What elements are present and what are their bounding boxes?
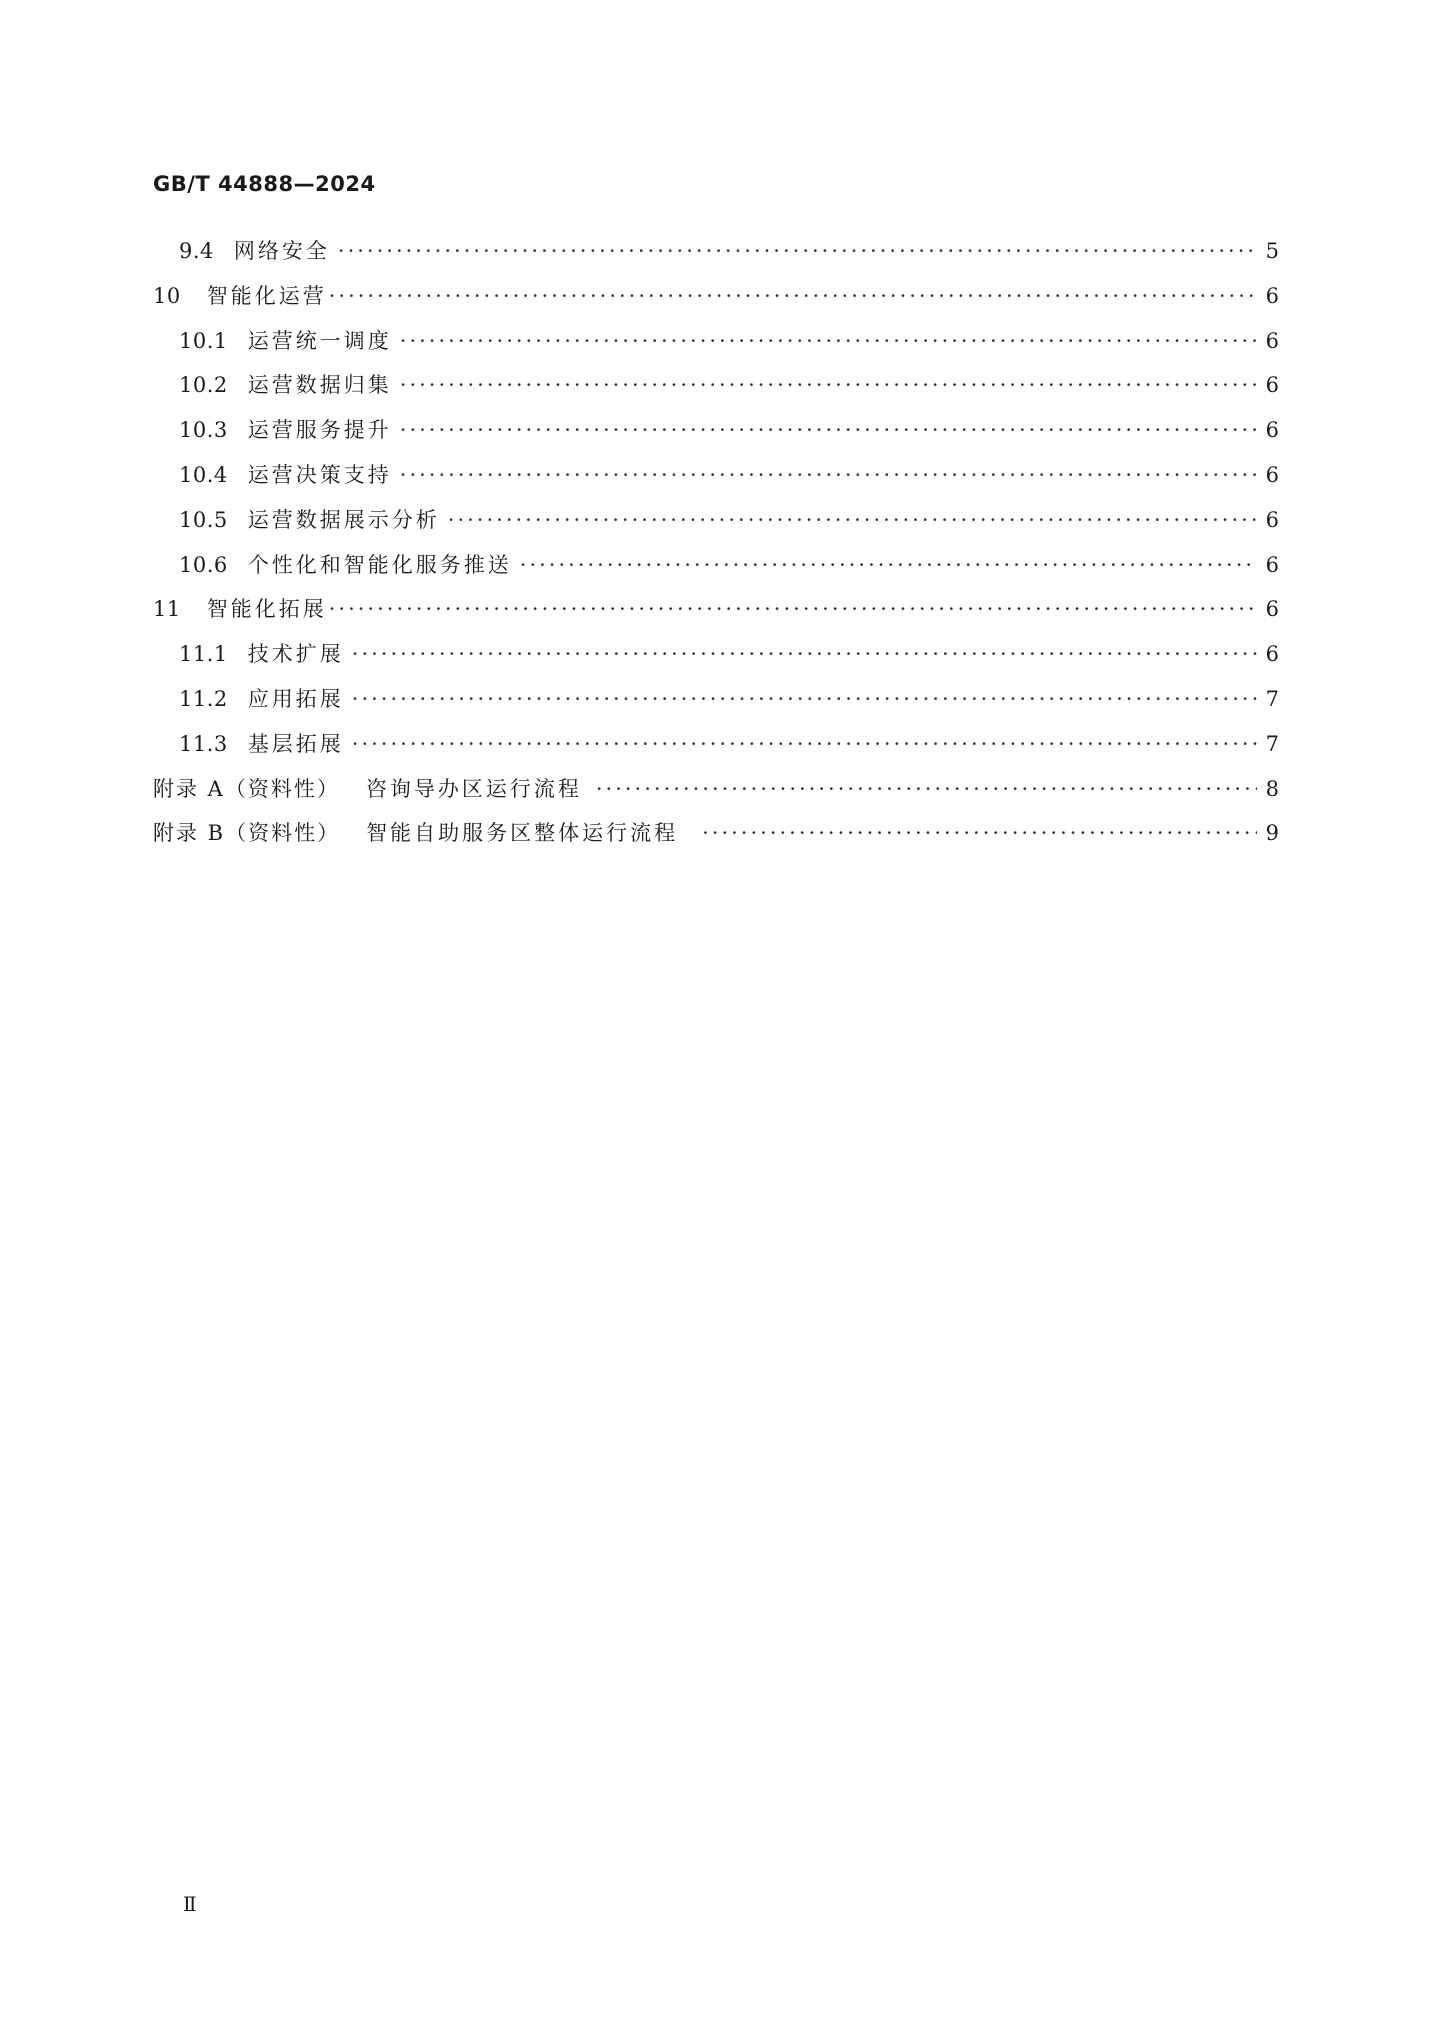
toc-entry-title: 个性化和智能化服务推送	[247, 552, 512, 577]
toc-entry-page: 6	[1265, 418, 1279, 443]
toc-entry-number: 10.3	[179, 418, 228, 443]
dot-leader	[702, 818, 1257, 848]
page-number: Ⅱ	[183, 1892, 197, 1916]
toc-entry-number: 11.1	[179, 642, 228, 667]
dot-leader	[352, 684, 1257, 714]
toc-entry-number: 附录 B（资料性）	[153, 821, 341, 846]
dot-leader	[400, 370, 1257, 400]
toc-entry-appendix-a[interactable]	[153, 774, 1279, 819]
toc-entry-page: 6	[1265, 283, 1279, 308]
toc-entry-page: 6	[1265, 597, 1279, 622]
toc-entry-11[interactable]	[153, 594, 1279, 639]
toc-entry-title: 应用拓展	[247, 686, 344, 711]
toc-entry-number: 11	[153, 597, 181, 622]
toc-entry-number: 10	[153, 283, 181, 308]
toc-entry-9-4[interactable]	[153, 236, 1279, 281]
table-of-contents	[153, 236, 1279, 863]
toc-entry-10-3[interactable]	[153, 415, 1279, 460]
dot-leader	[400, 415, 1257, 445]
toc-entry-page: 7	[1265, 731, 1279, 756]
toc-entry-11-1[interactable]	[153, 639, 1279, 684]
toc-entry-appendix-b[interactable]	[153, 818, 1279, 863]
toc-entry-page: 5	[1265, 239, 1279, 263]
toc-entry-title: 运营统一调度	[247, 328, 392, 353]
toc-entry-page: 6	[1265, 642, 1279, 667]
toc-entry-number: 10.1	[179, 328, 228, 353]
dot-leader	[400, 326, 1257, 356]
toc-entry-title: 运营决策支持	[247, 462, 392, 487]
toc-entry-10[interactable]	[153, 281, 1279, 326]
toc-entry-page: 6	[1265, 328, 1279, 353]
dot-leader	[400, 460, 1257, 490]
toc-entry-title: 运营数据展示分析	[247, 507, 440, 532]
toc-entry-title: 运营数据归集	[247, 373, 392, 398]
dot-leader	[448, 505, 1257, 535]
dot-leader	[329, 594, 1257, 624]
toc-entry-11-3[interactable]	[153, 729, 1279, 774]
toc-entry-page: 6	[1265, 462, 1279, 487]
toc-entry-10-2[interactable]	[153, 370, 1279, 415]
toc-entry-page: 6	[1265, 373, 1279, 398]
toc-entry-title: 智能自助服务区整体运行流程	[366, 821, 679, 846]
toc-entry-page: 6	[1265, 507, 1279, 532]
toc-entry-title: 网络安全	[233, 239, 330, 263]
toc-entry-10-4[interactable]	[153, 460, 1279, 505]
toc-entry-title: 基层拓展	[247, 731, 344, 756]
toc-entry-number: 10.6	[179, 552, 228, 577]
document-code: GB/T 44888—2024	[153, 172, 376, 196]
toc-entry-number: 附录 A（资料性）	[153, 776, 340, 801]
toc-entry-number: 11.3	[179, 731, 228, 756]
toc-entry-number: 9.4	[179, 239, 214, 263]
dot-leader	[329, 281, 1257, 311]
toc-entry-number: 10.5	[179, 507, 228, 532]
dot-leader	[352, 639, 1257, 669]
toc-entry-title: 智能化运营	[206, 283, 327, 308]
toc-entry-page: 8	[1265, 776, 1279, 801]
toc-entry-page: 6	[1265, 552, 1279, 577]
toc-entry-number: 10.2	[179, 373, 228, 398]
toc-entry-number: 11.2	[179, 686, 228, 711]
dot-leader	[338, 236, 1257, 266]
toc-entry-title: 咨询导办区运行流程	[365, 776, 582, 801]
toc-entry-page: 7	[1265, 686, 1279, 711]
toc-entry-10-1[interactable]	[153, 326, 1279, 371]
dot-leader	[520, 550, 1257, 580]
dot-leader	[352, 729, 1257, 759]
toc-entry-number: 10.4	[179, 462, 228, 487]
toc-entry-11-2[interactable]	[153, 684, 1279, 729]
toc-entry-title: 技术扩展	[247, 642, 344, 667]
toc-entry-title: 智能化拓展	[206, 597, 327, 622]
toc-entry-title: 运营服务提升	[247, 418, 392, 443]
toc-entry-page: 9	[1265, 821, 1279, 846]
dot-leader	[596, 774, 1257, 804]
toc-entry-10-6[interactable]	[153, 550, 1279, 595]
toc-entry-10-5[interactable]	[153, 505, 1279, 550]
